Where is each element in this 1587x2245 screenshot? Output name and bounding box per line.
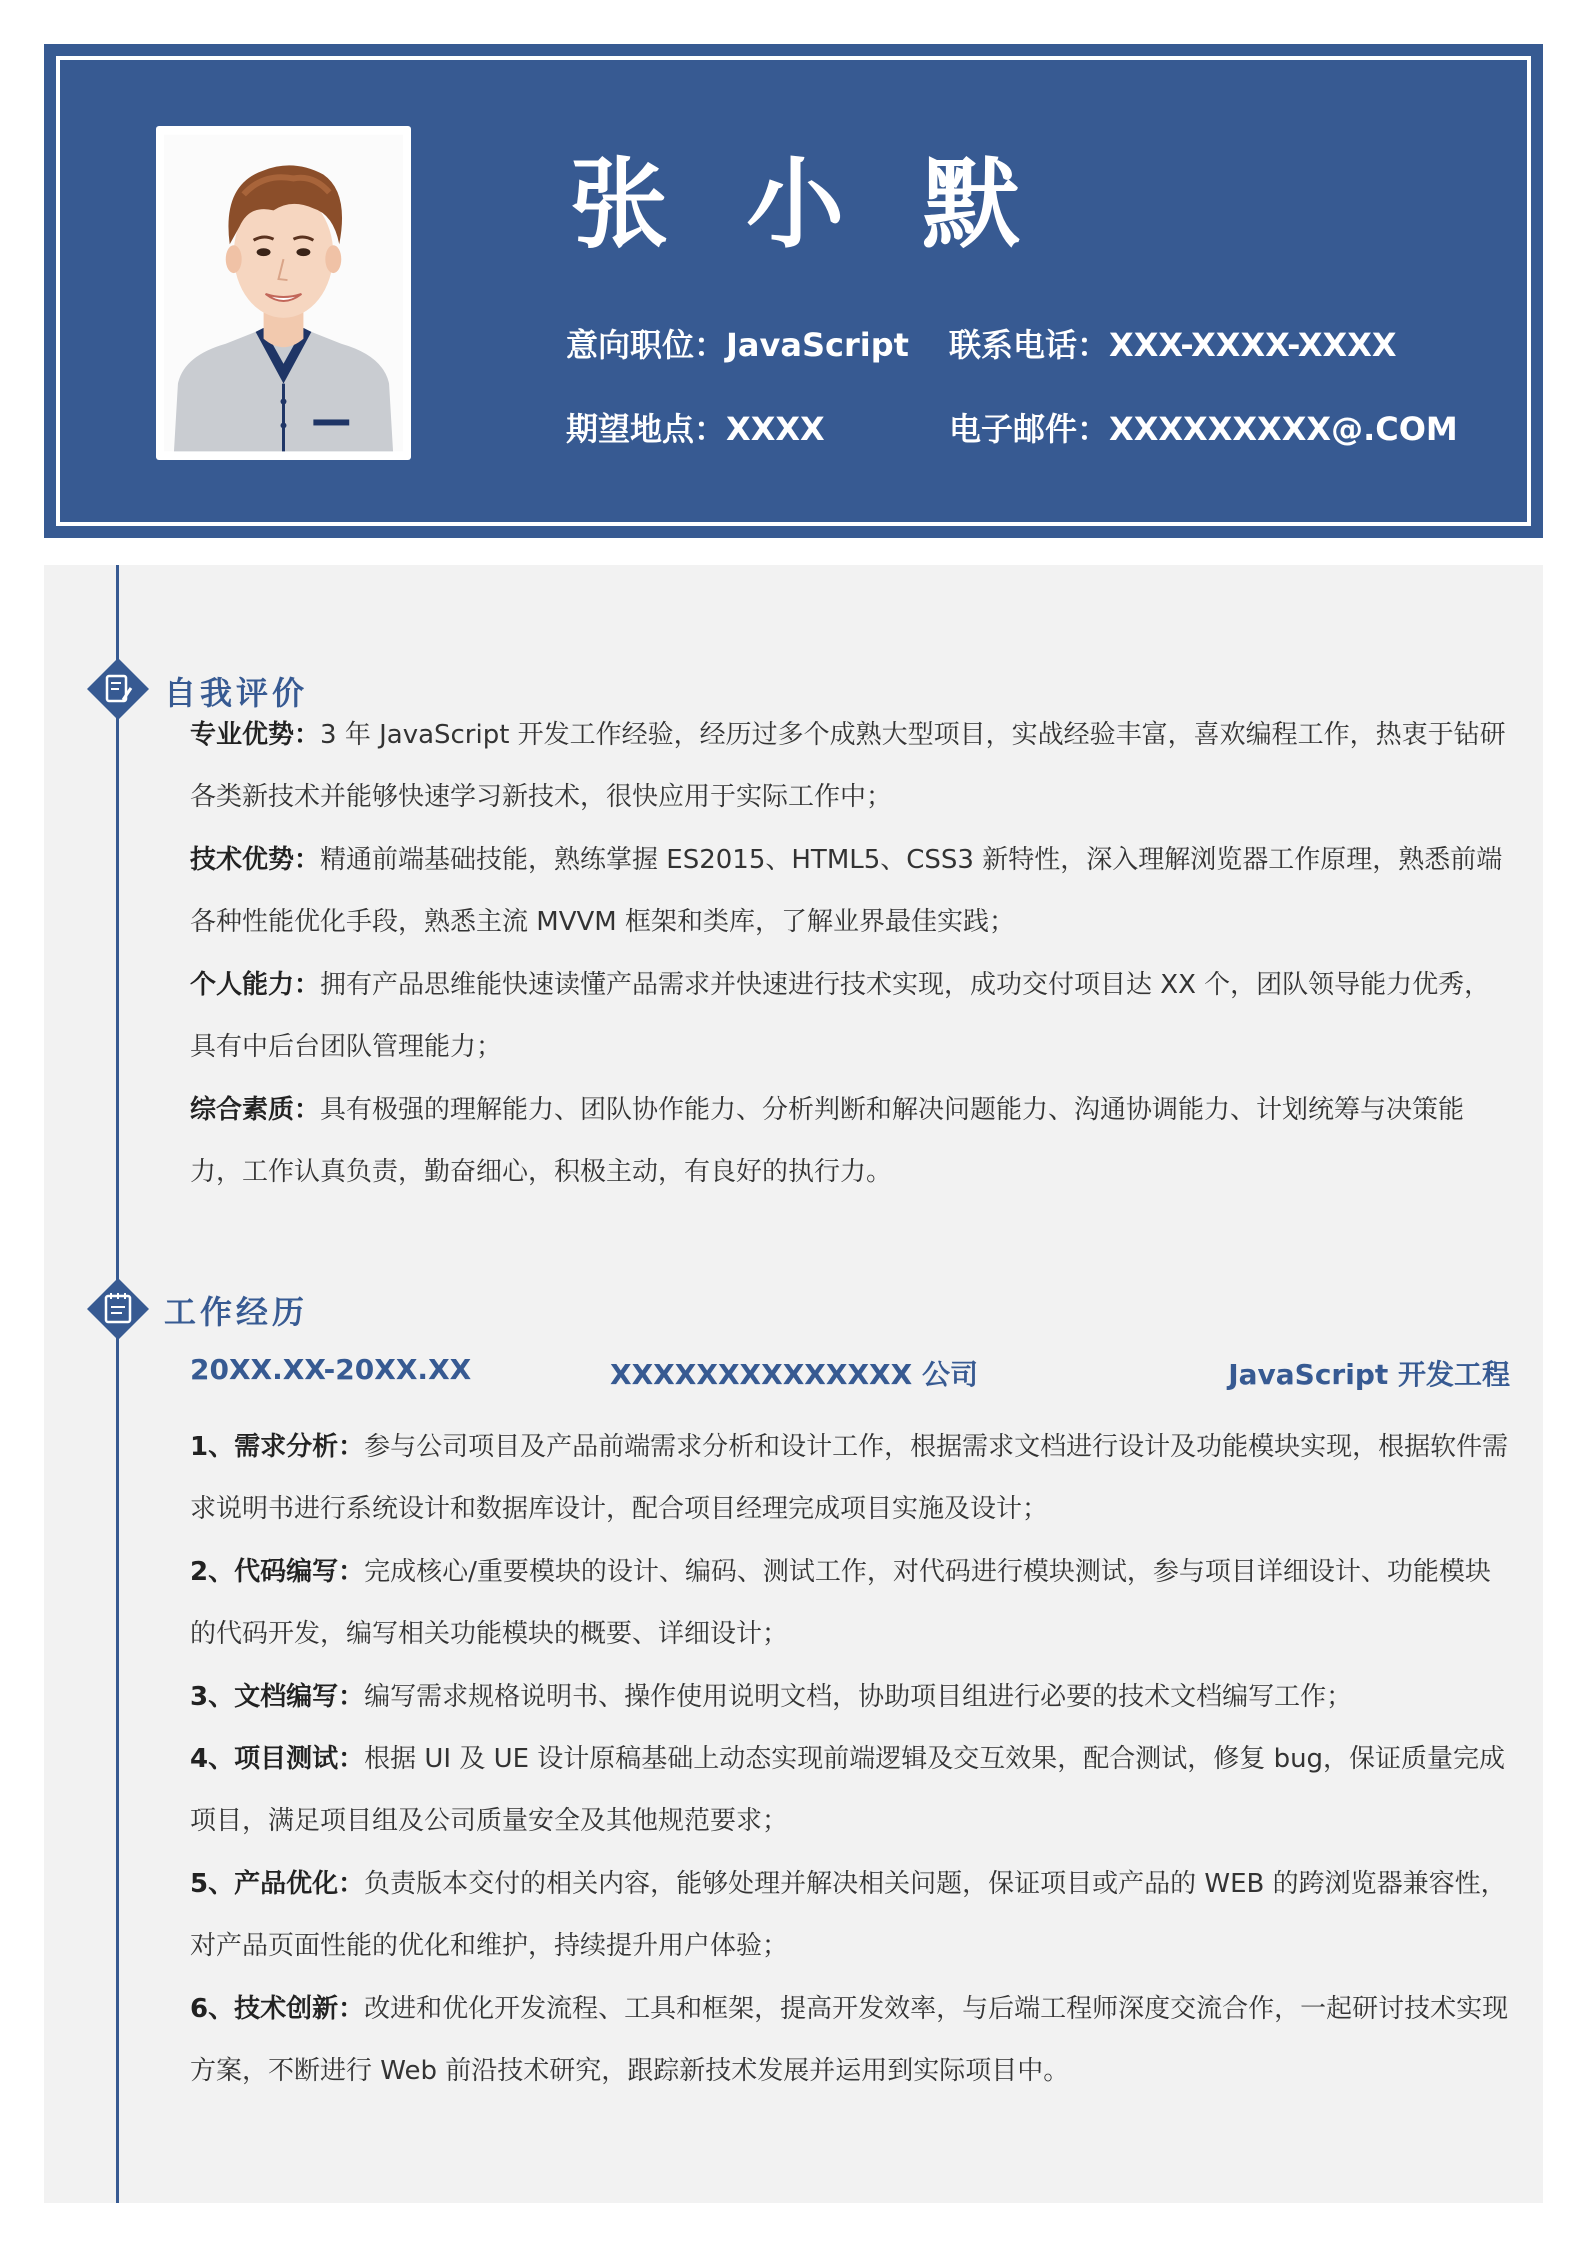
- work-item: [190, 1416, 1510, 1540]
- contact-email: [949, 404, 1458, 450]
- contact-phone: [949, 320, 1397, 366]
- self-eval-item-label: 专业优势：: [190, 720, 321, 750]
- work-item-text: 编写需求规格说明书、操作使用说明文档，协助项目组进行必要的技术文档编写工作；: [364, 1682, 1353, 1712]
- contact-email-value: XXXXXXXXX@.COM: [1109, 410, 1458, 448]
- job-company: XXXXXXXXXXXXXX 公司: [610, 1358, 978, 1391]
- work-item-text: 负责版本交付的相关内容，能够处理并解决相关问题，保证项目或产品的 WEB 的跨浏览器兼容性，对产品页面性能的优化和维护，持续提升用户体验；: [190, 1869, 1507, 1961]
- desired-position-value: JavaScript: [726, 326, 909, 364]
- work-item-label: 4、项目测试：: [190, 1744, 365, 1774]
- self-eval-item: [190, 954, 1510, 1078]
- self-eval-item-text: 精通前端基础技能，熟练掌握 ES2015、HTML5、CSS3 新特性，深入理解浏览器工作原理，熟悉前端各种性能优化手段，熟悉主流 MVVM 框架和类库，了解业界最佳实践；: [190, 845, 1503, 937]
- work-item-label: 5、产品优化：: [190, 1869, 365, 1899]
- work-item-text: 改进和优化开发流程、工具和框架，提高开发效率，与后端工程师深度交流合作，一起研讨技术实现方案，不断进行 Web 前沿技术研究，跟踪新技术发展并运用到实际项目中。: [190, 1994, 1509, 2086]
- work-item-label: 3、文档编写：: [190, 1682, 365, 1712]
- work-item-label: 2、代码编写：: [190, 1557, 365, 1587]
- desired-location: [566, 404, 825, 450]
- self-eval-item-label: 个人能力：: [190, 970, 321, 1000]
- work-item: [190, 1541, 1510, 1665]
- desired-position-label: 意向职位：: [566, 326, 727, 364]
- contact-email-label: 电子邮件：: [949, 410, 1110, 448]
- timeline-line: [116, 565, 119, 2203]
- contact-phone-value: XXX-XXXX-XXXX: [1109, 326, 1397, 364]
- job-period: 20XX.XX-20XX.XX: [190, 1353, 472, 1386]
- work-item: [190, 1728, 1510, 1852]
- work-item-text: 根据 UI 及 UE 设计原稿基础上动态实现前端逻辑及交互效果，配合测试，修复 bug，保证质量完成项目，满足项目组及公司质量安全及其他规范要求；: [190, 1744, 1506, 1836]
- section-title-self-eval: 自我评价: [164, 674, 309, 712]
- work-item-text: 完成核心/重要模块的设计、编码、测试工作，对代码进行模块测试，参与项目详细设计、功能模块的代码开发，编写相关功能模块的概要、详细设计；: [190, 1557, 1491, 1649]
- work-item-text: 参与公司项目及产品前端需求分析和设计工作，根据需求文档进行设计及功能模块实现，根据软件需求说明书进行系统设计和数据库设计，配合项目经理完成项目实施及设计；: [190, 1432, 1509, 1524]
- resume-header: [44, 44, 1543, 538]
- profile-photo: [156, 126, 411, 460]
- self-eval-item-text: 具有极强的理解能力、团队协作能力、分析判断和解决问题能力、沟通协调能力、计划统筹与决策能力，工作认真负责，勤奋细心，积极主动，有良好的执行力。: [190, 1095, 1465, 1187]
- work-item-label: 6、技术创新：: [190, 1994, 365, 2024]
- job-role: JavaScript 开发工程: [1228, 1358, 1510, 1391]
- contact-phone-label: 联系电话：: [949, 326, 1110, 364]
- edit-document-icon: [87, 658, 149, 720]
- desired-position: [566, 320, 909, 366]
- self-eval-item: [190, 829, 1510, 953]
- desired-location-value: XXXX: [726, 410, 825, 448]
- self-eval-item-text: 3 年 JavaScript 开发工作经验，经历过多个成熟大型项目，实战经验丰富，喜欢编程工作，热衷于钻研各类新技术并能够快速学习新技术，很快应用于实际工作中；: [190, 720, 1506, 812]
- desired-location-label: 期望地点：: [566, 410, 727, 448]
- notepad-icon: [87, 1278, 149, 1340]
- work-item: [190, 1853, 1510, 1977]
- self-eval-item-label: 技术优势：: [190, 845, 321, 875]
- self-eval-item: [190, 704, 1510, 828]
- self-eval-item-label: 综合素质：: [190, 1095, 321, 1125]
- work-item: [190, 1978, 1510, 2102]
- resume-body: [44, 565, 1543, 2203]
- avatar-illustration: [164, 134, 403, 452]
- self-eval-item: [190, 1079, 1510, 1203]
- work-item-label: 1、需求分析：: [190, 1432, 365, 1462]
- section-title-work: 工作经历: [164, 1293, 309, 1331]
- work-item: [190, 1666, 1510, 1728]
- job-header: [190, 1353, 1510, 1393]
- candidate-name: 张 小 默: [570, 148, 1043, 262]
- self-eval-item-text: 拥有产品思维能快速读懂产品需求并快速进行技术实现，成功交付项目达 XX 个，团队领导能力优秀，具有中后台团队管理能力；: [190, 970, 1491, 1062]
